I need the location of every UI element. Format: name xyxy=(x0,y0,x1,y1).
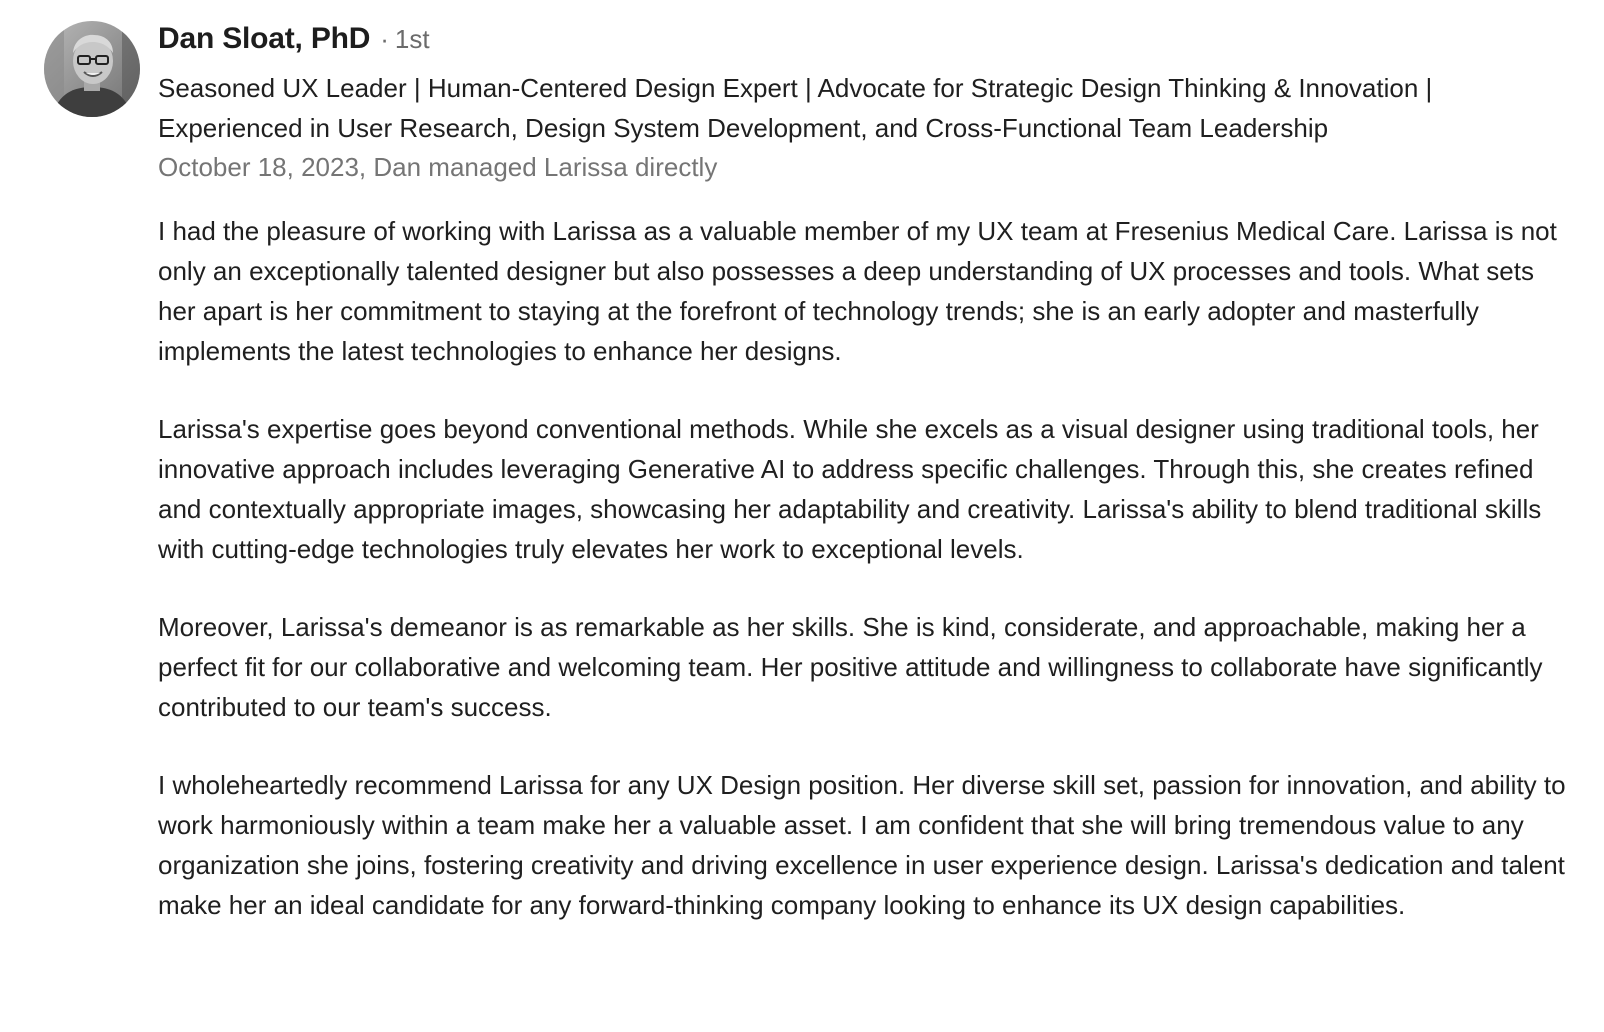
relationship-info: October 18, 2023, Dan managed Larissa directly xyxy=(158,152,718,182)
avatar[interactable] xyxy=(44,21,140,117)
profile-photo xyxy=(44,21,140,117)
connection-degree xyxy=(380,24,429,55)
recommendation-paragraph: I wholeheartedly recommend Larissa for any UX Design position. Her diverse skill set, passion for innovation, and ability to work harmoniously within a team make her a valuable asset. I am confident that she will bring tremendous value to any organization she joins, fostering creativity and driving excellence in user experience design. Larissa's dedication and talent make her an ideal candidate for any forward-thinking company looking to enhance its UX design capabilities. xyxy=(158,770,1566,920)
recommendation-paragraph: Moreover, Larissa's demeanor is as remarkable as her skills. She is kind, considerate, and approachable, making her a perfect fit for our collaborative and welcoming team. Her positive attitude and willingness to collaborate have significantly contributed to our team's success. xyxy=(158,612,1543,722)
recommendation-text xyxy=(158,211,1568,925)
recommendation-paragraph: I had the pleasure of working with Larissa as a valuable member of my UX team at Fresenius Medical Care. Larissa is not only an exceptionally talented designer but also possesses a deep understanding of UX processes and tools. What sets her apart is her commitment to staying at the forefront of technology trends; she is an early adopter and masterfully implements the latest technologies to enhance her designs. xyxy=(158,216,1557,366)
name-row xyxy=(158,22,1568,68)
recommender-headline: Seasoned UX Leader | Human-Centered Design Expert | Advocate for Strategic Design Thinking & Innovation | Experienced in User Research, Design System Development, and Cross-Functional Team Leadership xyxy=(158,73,1433,143)
recommender-name[interactable]: Dan Sloat, PhD xyxy=(158,22,371,55)
connection-degree-label: 1st xyxy=(394,24,430,54)
recommendation-content xyxy=(158,22,1568,925)
recommendation-paragraph: Larissa's expertise goes beyond conventional methods. While she excels as a visual designer using traditional tools, her innovative approach includes leveraging Generative AI to address specific challenges. Through this, she creates refined and contextually appropriate images, showcasing her adaptability and creativity. Larissa's ability to blend traditional skills with cutting-edge technologies truly elevates her work to exceptional levels. xyxy=(158,414,1542,564)
separator-dot: · xyxy=(380,24,389,54)
